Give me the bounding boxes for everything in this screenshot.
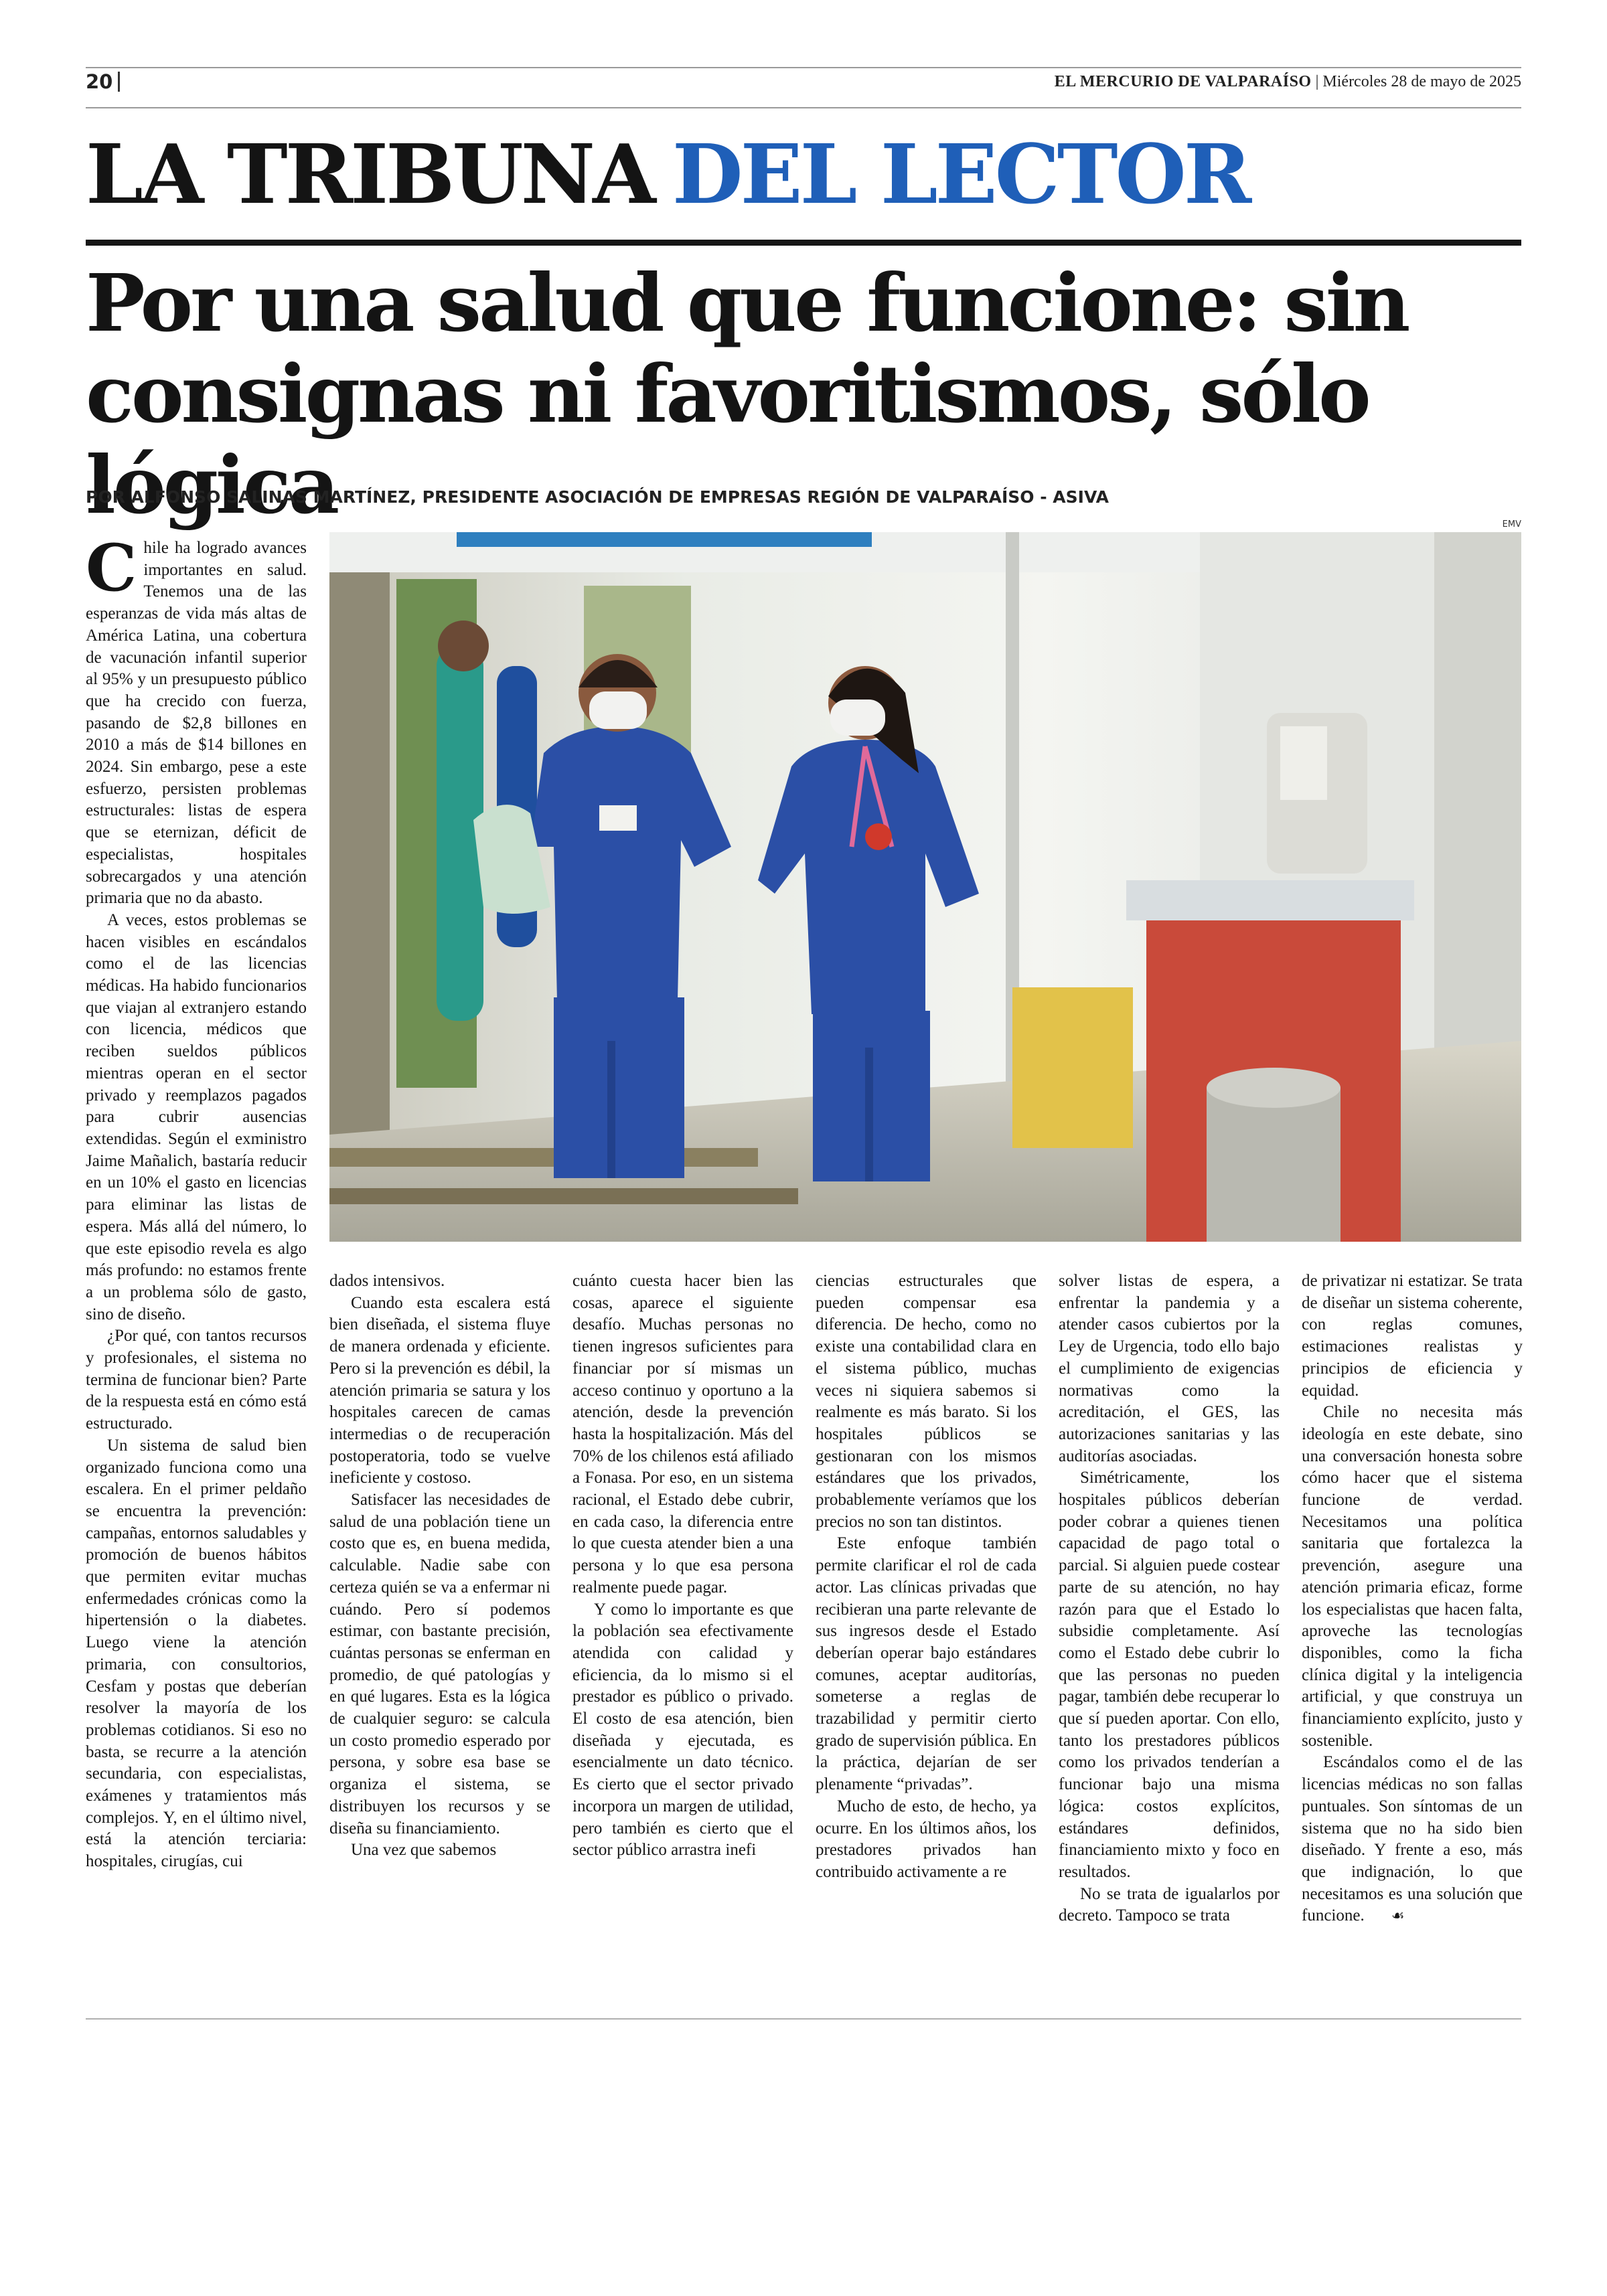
drop-cap: C xyxy=(86,530,137,606)
paragraph: dados intensivos. xyxy=(329,1272,445,1290)
paragraph: Cuando esta escalera está bien diseñada, el sistema fluye de manera ordenada y eficiente. Pero si la prevención es débil, la atención primaria se satura y los hospitales carecen de camas intermedias o de recuperación postoperatoria, todo se vuelve ineficiente y costoso. xyxy=(329,1293,550,1487)
paragraph: Simétricamente, los hospitales públicos deberían poder cobrar a quienes tienen capacidad de pago total o parcial. Si alguien puede costear parte de su atención, no hay razón para que el Estado lo subsidie completamente. Así como el Estado debe cubrir lo que las personas no pueden pagar, también debe recuperar lo que sí pueden aportar. Con ello, tanto los prestadores públicos como los privados tenderían a funcionar bajo una misma lógica: costos explícitos, estándares definidos, financiamiento mixto y foco en resultados. xyxy=(1059,1469,1280,1881)
paragraph: de privatizar ni estatizar. Se trata de diseñar un sistema coherente, con reglas comunes, estimaciones realistas y principios de eficiencia y equidad. xyxy=(1302,1272,1523,1400)
publication-date: Miércoles 28 de mayo de 2025 xyxy=(1322,73,1521,90)
article-column-1 xyxy=(86,530,307,1873)
page-number: 20 xyxy=(86,70,113,93)
folio-info xyxy=(1055,73,1521,91)
article-column-5 xyxy=(1059,1270,1280,1927)
folio-separator xyxy=(118,72,120,92)
paragraph: Y como lo importante es que la población sea efectivamente atendida con calidad y eficiencia, da lo mismo si el prestador es público o privado. El costo de esa atención, bien diseñada y ejecutada, es esencialmente un dato técnico. Es cierto que el sector privado incorpora un margen de utilidad, pero también es cierto que el sector público arrastra inefi xyxy=(572,1600,793,1860)
sub-rule xyxy=(86,107,1521,108)
paragraph xyxy=(86,530,307,910)
article-column-2 xyxy=(329,1270,550,1862)
bottom-rule xyxy=(86,2018,1521,2020)
folio-divider: | xyxy=(1315,73,1323,90)
article-column-3 xyxy=(572,1270,793,1862)
article-column-6 xyxy=(1302,1270,1523,1928)
paragraph: Una vez que sabemos xyxy=(351,1841,497,1860)
paragraph xyxy=(1302,1752,1523,1928)
paragraph-text: hile ha logrado avances importantes en salud. Tenemos una de las esperanzas de vida más altas de América Latina, una cobertura de vacunación infantil superior al 95% y un presupuesto público que ha crecido con fuerza, pasando de $2,8 billones en 2010 a más de $14 billones en 2024. Sin embargo, pese a este esfuerzo, persisten problemas estructurales: listas de espera que se eternizan, déficit de especialistas, hospitales sobrecargados y una atención primaria que no da abasto. xyxy=(86,539,307,908)
article-column-4 xyxy=(816,1270,1037,1884)
paragraph: Mucho de esto, de hecho, ya ocurre. En los últimos años, los prestadores privados han contribuido activamente a re xyxy=(816,1797,1037,1881)
section-title xyxy=(86,127,1249,221)
section-rule xyxy=(86,240,1521,246)
publication-name: EL MERCURIO DE VALPARAÍSO xyxy=(1054,73,1312,90)
paragraph: Satisfacer las necesidades de salud de una población tiene un costo que es, en buena medida, calculable. Nadie sabe con certeza quién se va a enfermar ni cuándo. Pero sí podemos estimar, con bastante precisión, cuántas personas se enferman en promedio, de qué patologías y en qué lugares. Esta es la lógica de cualquier seguro: se calcula un costo promedio esperado por persona, y sobre esa base se organiza el sistema, se distribuyen los recursos y se diseña su financiamiento. xyxy=(329,1491,550,1837)
end-mark-icon: ☙ xyxy=(1391,1908,1405,1925)
paragraph: ciencias estructurales que pueden compensar esa diferencia. De hecho, como no existe una contabilidad clara en el sistema público, muchas veces ni siquiera sabemos si realmente es más barato. Si los hospitales públicos se gestionaran con los mismos estándares que los privados, probablemente veríamos que los precios no son tan distintos. xyxy=(816,1272,1037,1531)
photo-credit: EMV xyxy=(1502,519,1521,529)
paragraph: A veces, estos problemas se hacen visibles en escándalos como el de las licencias médicas. Ha habido funcionarios que viajan al extranjero estando con licencia, médicos que reciben sueldos públicos mientras operan en el sector privado y reemplazos pagados para cubrir ausencias extendidas. Según el exministro Jaime Mañalich, bastaría reducir en un 10% el gasto en licencias para eliminar las listas de espera. Más allá del número, lo que este episodio revela es algo más profundo: no estamos frente a un problema sólo de gasto, sino de diseño. xyxy=(86,910,307,1323)
section-title-part2: DEL LECTOR xyxy=(672,126,1249,222)
paragraph: solver listas de espera, a enfrentar la pandemia y a atender casos cubiertos por la Ley de Urgencia, todo ello bajo el cumplimiento de exigencias normativas como la acreditación, el GES, las autorizaciones sanitarias y las auditorías asociadas. xyxy=(1059,1272,1280,1465)
paragraph: No se trata de igualarlos por decreto. Tampoco se trata xyxy=(1059,1884,1280,1925)
paragraph: ¿Por qué, con tantos recursos y profesionales, el sistema no termina de funcionar bien? Parte de la respuesta está en cómo está estructurado. xyxy=(86,1327,307,1433)
hospital-corridor-photo xyxy=(329,532,1521,1242)
paragraph-text: Escándalos como el de las licencias médicas no son fallas puntuales. Son síntomas de un sistema que no ha sido bien diseñado. Y frente a eso, más que indignación, lo que necesitamos es una solución que funcione. xyxy=(1302,1753,1523,1925)
paragraph: Un sistema de salud bien organizado funciona como una escalera. En el primer peldaño se encuentra la prevención: campañas, entornos saludables y promoción de buenos hábitos que permiten evitar muchas enfermedades crónicas como la hipertensión o la diabetes. Luego viene la atención primaria, con consultorios, Cesfam y postas que deberían resolver la mayoría de los problemas cotidianos. Si eso no basta, se recurre a la atención secundaria, con especialistas, exámenes y tratamientos más complejos. Y, en el último nivel, está la atención terciaria: hospitales, cirugías, cui xyxy=(86,1436,307,1871)
section-title-part1: LA TRIBUNA xyxy=(86,126,654,222)
article-headline: Por una salud que funcione: sin consignas ni favoritismos, sólo lógica xyxy=(86,256,1408,531)
folio-bar xyxy=(86,70,1521,97)
top-rule xyxy=(86,67,1521,68)
paragraph: Este enfoque también permite clarificar el rol de cada actor. Las clínicas privadas que recibieran una parte relevante de sus ingresos desde el Estado deberían operar bajo estándares comunes, aceptar auditorías, someterse a reglas de trazabilidad y permitir cierto grado de supervisión pública. En la práctica, dejarían de ser plenamente “privadas”. xyxy=(816,1534,1037,1794)
article-byline: POR ALFONSO SALINAS MARTÍNEZ, PRESIDENTE ASOCIACIÓN DE EMPRESAS REGIÓN DE VALPARAÍSO - ASIVA xyxy=(86,487,1109,507)
paragraph: cuánto cuesta hacer bien las cosas, aparece el siguiente desafío. Muchas personas no tienen ingresos suficientes para financiar por sí mismas un acceso continuo y oportuno a la atención, desde la prevención hasta la hospitalización. Más del 70% de los chilenos está afiliado a Fonasa. Por eso, en un sistema racional, el Estado debe cubrir, en cada caso, la diferencia entre lo que cuesta atender bien a una persona y lo que esa persona realmente puede pagar. xyxy=(572,1272,793,1596)
paragraph: Chile no necesita más ideología en este debate, sino una conversación honesta sobre cómo hacer que el sistema funcione de verdad. Necesitamos una política sanitaria que fortalezca la prevención, asegure una atención primaria eficaz, forme los especialistas que hacen falta, aproveche las tecnologías disponibles, como la ficha clínica digital y la inteligencia artificial, y que construya un financiamiento explícito, justo y sostenible. xyxy=(1302,1403,1523,1750)
